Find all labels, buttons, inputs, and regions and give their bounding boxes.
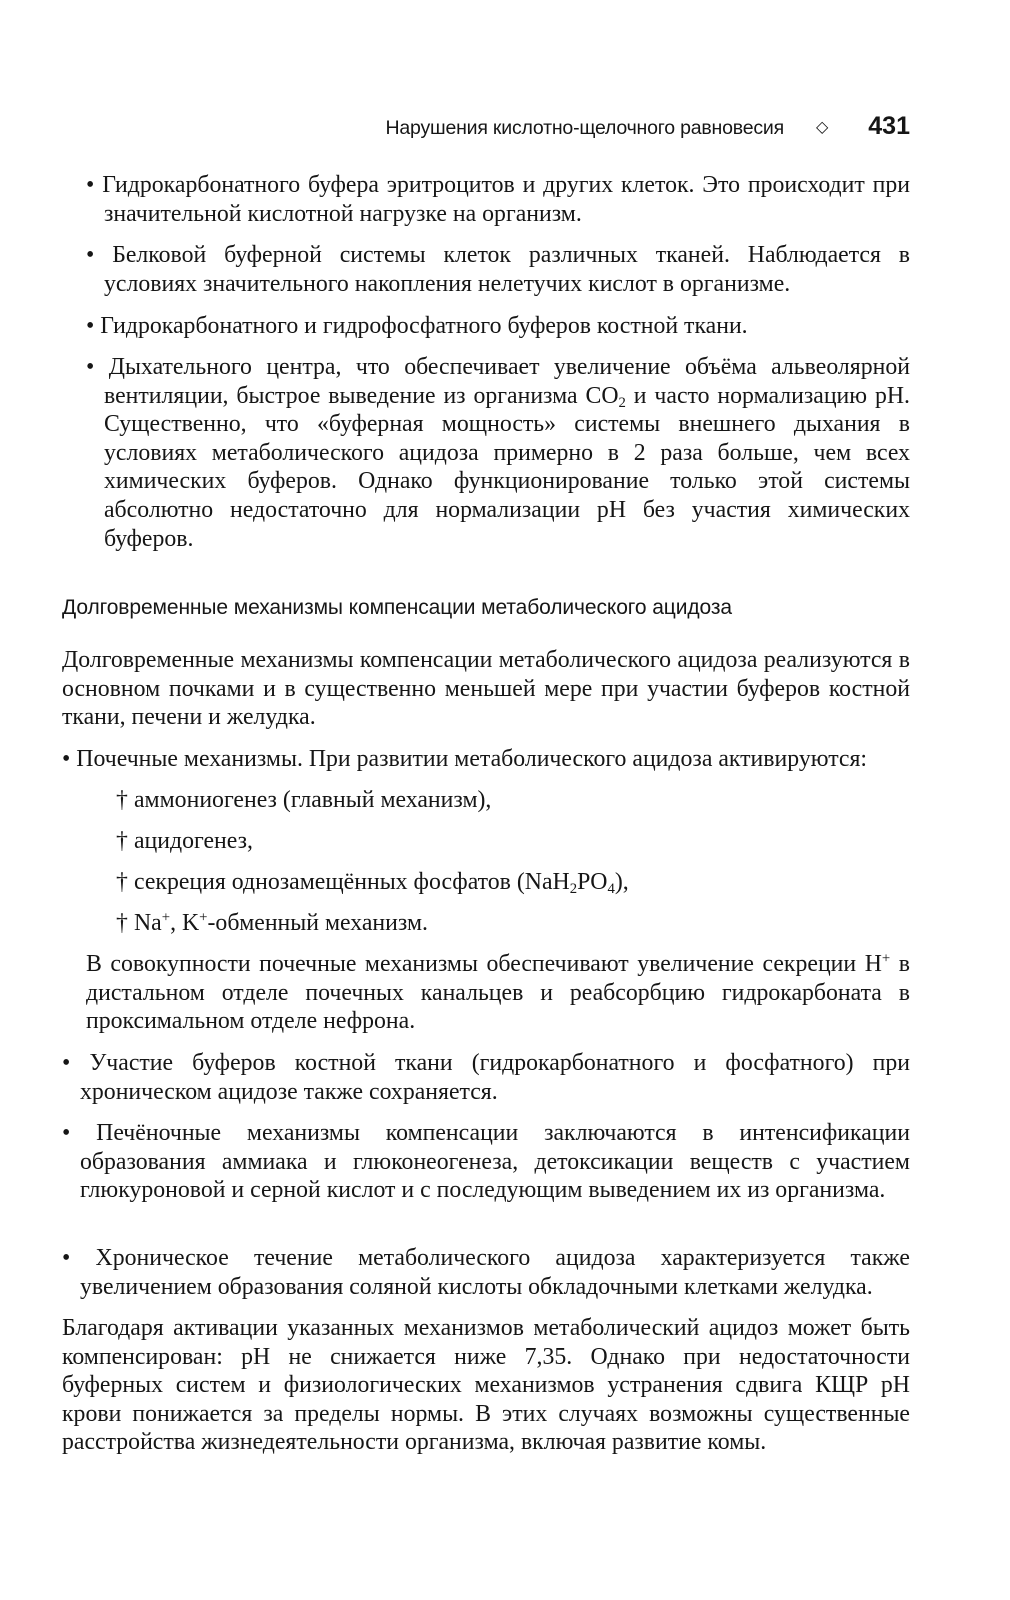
bullet-icon: • [62, 1245, 71, 1271]
renal-item-text: секреция однозамещённых фосфатов (NaH [134, 869, 570, 895]
bullet-icon: • [62, 1120, 71, 1146]
summary-text-part: В совокупности почечные механизмы обеспечивают увеличение секреции H [86, 951, 882, 977]
bullet-icon: • [86, 354, 95, 380]
list-item [86, 353, 910, 553]
conclusion-paragraph: Благодаря активации указанных механизмов метаболический ацидоз может быть компенсирован: pH не снижается ниже 7,35. Однако при недостаточности буферных систем и физиологических механизмов устранения сдвига КЩР pH крови понижается за пределы нормы. В этих случаях возможны существенные расстройства жизнедеятельности организма, включая развитие комы. [62, 1315, 910, 1456]
respiratory-text-part: Дыхательного центра, что обеспечивает увеличение объёма альвеолярной вентиляции, быстрое выведение из организма [104, 354, 910, 409]
renal-item-text: аммониогенез (главный механизм), [134, 787, 492, 813]
list-item-text: Участие буферов костной ткани (гидрокарбонатного и фосфатного) при хроническом ацидозе также сохраняется. [80, 1050, 911, 1105]
superscript: + [881, 950, 891, 967]
renal-item-text: -обменный механизм. [207, 910, 428, 936]
co2-formula: CO [585, 382, 619, 409]
renal-mechanism-item [116, 909, 428, 938]
superscript: + [161, 909, 171, 926]
list-item-text: Почечные механизмы. При развитии метаболического ацидоза активируются: [76, 746, 868, 772]
page-number: 431 [868, 112, 910, 140]
list-item [86, 171, 911, 228]
subscript: 2 [618, 394, 626, 411]
dagger-icon: † [116, 869, 128, 895]
bullet-icon: • [86, 313, 95, 339]
list-item-text: Хроническое течение метаболического ацидоза характеризуется также увеличением образования соляной кислоты обкладочными клетками желудка. [80, 1245, 910, 1300]
subscript: 4 [607, 881, 615, 898]
renal-item-text: Na [134, 910, 162, 936]
list-item [86, 312, 910, 341]
subscript: 2 [569, 881, 578, 898]
bullet-icon: • [62, 1050, 71, 1076]
list-item [86, 241, 910, 298]
dagger-icon: † [116, 910, 128, 936]
running-header [62, 112, 910, 148]
summary-text-part: в дистальном отделе почечных канальцев и реабсорбцию гидрокарбоната в проксимальном отделе нефрона. [86, 951, 911, 1035]
renal-item-text: PO [577, 869, 608, 895]
list-item [62, 1119, 910, 1205]
bullet-icon: • [86, 172, 95, 198]
superscript: + [199, 909, 208, 926]
respiratory-text-part: и часто нормализацию pH. Существенно, что «буферная мощность» системы внешнего дыхания в условиях метаболического ацидоза примерно в 2 раза больше, чем всех химических буферов. Однако функционирование только этой системы абсолютно недостаточно для нормализации pH без участия химических буферов. [104, 382, 910, 552]
renal-item-text: , K [170, 910, 200, 936]
bullet-icon: • [62, 746, 71, 772]
list-item-text: Печёночные механизмы компенсации заключаются в интенсификации образования аммиака и глюконеогенеза, детоксикации веществ с участием глюкуроновой и серной кислот и с последующим выведением их из организма. [80, 1120, 910, 1204]
list-item-text: Гидрокарбонатного и гидрофосфатного буферов костной ткани. [100, 313, 748, 339]
diamond-separator-icon: ◇ [815, 117, 829, 136]
list-item-text: Белковой буферной системы клеток различных тканей. Наблюдается в условиях значительного накопления нелетучих кислот в организме. [104, 242, 910, 297]
dagger-icon: † [116, 787, 128, 813]
running-title: Нарушения кислотно-щелочного равновесия [385, 117, 784, 139]
list-item [62, 1244, 910, 1301]
renal-mechanism-item [116, 786, 491, 815]
section-intro: Долговременные механизмы компенсации метаболического ацидоза реализуются в основном почками и в существенно меньшей мере при участии буферов костной ткани, печени и желудка. [62, 647, 910, 731]
list-item [62, 745, 910, 774]
renal-summary [86, 950, 910, 1036]
renal-item-text: ), [614, 869, 629, 895]
renal-mechanism-item [116, 827, 253, 856]
bullet-icon: • [86, 242, 95, 268]
dagger-icon: † [116, 828, 128, 854]
list-item [62, 1049, 911, 1106]
section-heading: Долговременные механизмы компенсации метаболического ацидоза [62, 596, 732, 619]
renal-item-text: ацидогенез, [134, 828, 253, 854]
list-item-text: Гидрокарбонатного буфера эритроцитов и других клеток. Это происходит при значительной кислотной нагрузке на организм. [102, 172, 911, 227]
renal-mechanism-item [116, 868, 629, 897]
